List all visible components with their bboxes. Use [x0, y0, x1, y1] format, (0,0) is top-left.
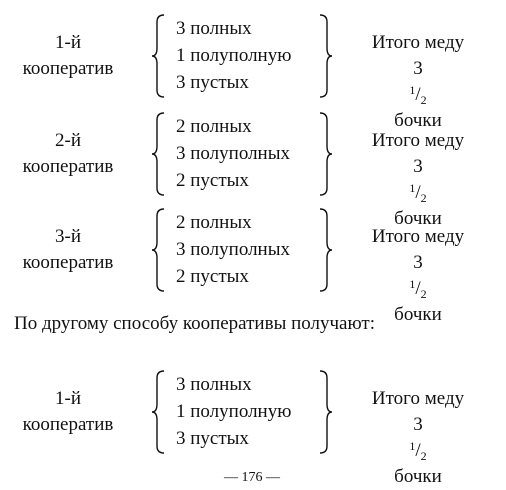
cooperative-label: [18, 224, 118, 276]
amount-denominator: 2: [420, 449, 427, 463]
left-curly-brace: [152, 208, 166, 292]
honey-total: [348, 386, 488, 490]
honey-amount: 3 $^1/_2$ бочки: [348, 250, 488, 328]
amount-denominator: 2: [420, 287, 427, 301]
barrel-item-full: 3 полных: [176, 374, 252, 395]
barrel-item-half: 3 полуполных: [176, 239, 290, 260]
cooperative-label: [18, 386, 118, 438]
honey-amount: 3 $^1/_2$ бочки: [348, 412, 488, 490]
barrel-list: [176, 15, 291, 96]
barrel-item-half: 1 полуполную: [176, 45, 292, 66]
amount-denominator: 2: [420, 93, 427, 107]
cooperative-word: кооператив: [22, 414, 114, 435]
page-number: — 176 —: [224, 470, 280, 485]
distribution-block-cooperative-2: [0, 112, 506, 229]
barrel-item-half: 1 полуполную: [176, 401, 292, 422]
left-curly-brace: [152, 112, 166, 196]
cooperative-label: [18, 128, 118, 180]
amount-numerator: 1: [409, 83, 416, 97]
left-curly-brace: [152, 14, 166, 98]
right-curly-brace: [318, 370, 332, 454]
amount-whole: 3: [413, 414, 423, 435]
cooperative-number: 3-й: [55, 226, 81, 247]
amount-unit: бочки: [394, 208, 442, 229]
barrel-item-half: 3 полуполных: [176, 143, 290, 164]
total-caption: Итого меду: [371, 32, 465, 53]
barrel-item-full: 2 полных: [176, 212, 252, 233]
cooperative-word: кооператив: [22, 252, 114, 273]
barrel-list: [176, 113, 290, 194]
right-curly-brace: [318, 112, 332, 196]
barrel-item-empty: 3 пустых: [176, 72, 249, 93]
right-curly-brace: [318, 208, 332, 292]
honey-amount: 3 $^1/_2$ бочки: [348, 56, 488, 134]
amount-whole: 3: [413, 58, 423, 79]
right-curly-brace: [318, 14, 332, 98]
total-caption: Итого меду: [371, 226, 465, 247]
body-paragraph: По другому способу кооперативы получают:: [14, 313, 375, 334]
barrel-item-empty: 2 пустых: [176, 170, 249, 191]
left-curly-brace: [152, 370, 166, 454]
amount-numerator: 1: [409, 439, 416, 453]
honey-amount: 3 $^1/_2$ бочки: [348, 154, 488, 232]
barrel-item-empty: 3 пустых: [176, 428, 249, 449]
amount-numerator: 1: [409, 277, 416, 291]
amount-whole: 3: [413, 252, 423, 273]
cooperative-number: 1-й: [55, 388, 81, 409]
cooperative-label: [18, 30, 118, 82]
cooperative-word: кооператив: [22, 156, 114, 177]
cooperative-number: 2-й: [55, 130, 81, 151]
amount-unit: бочки: [394, 466, 442, 487]
barrel-item-full: 2 полных: [176, 116, 252, 137]
barrel-item-empty: 2 пустых: [176, 266, 249, 287]
barrel-list: [176, 209, 290, 290]
amount-numerator: 1: [409, 181, 416, 195]
amount-unit: бочки: [394, 304, 442, 325]
amount-whole: 3: [413, 156, 423, 177]
amount-denominator: 2: [420, 191, 427, 205]
barrel-list: [176, 371, 291, 452]
cooperative-number: 1-й: [55, 32, 81, 53]
total-caption: Итого меду: [371, 388, 465, 409]
total-caption: Итого меду: [371, 130, 465, 151]
cooperative-word: кооператив: [22, 58, 114, 79]
barrel-item-full: 3 полных: [176, 18, 252, 39]
amount-unit: бочки: [394, 110, 442, 131]
